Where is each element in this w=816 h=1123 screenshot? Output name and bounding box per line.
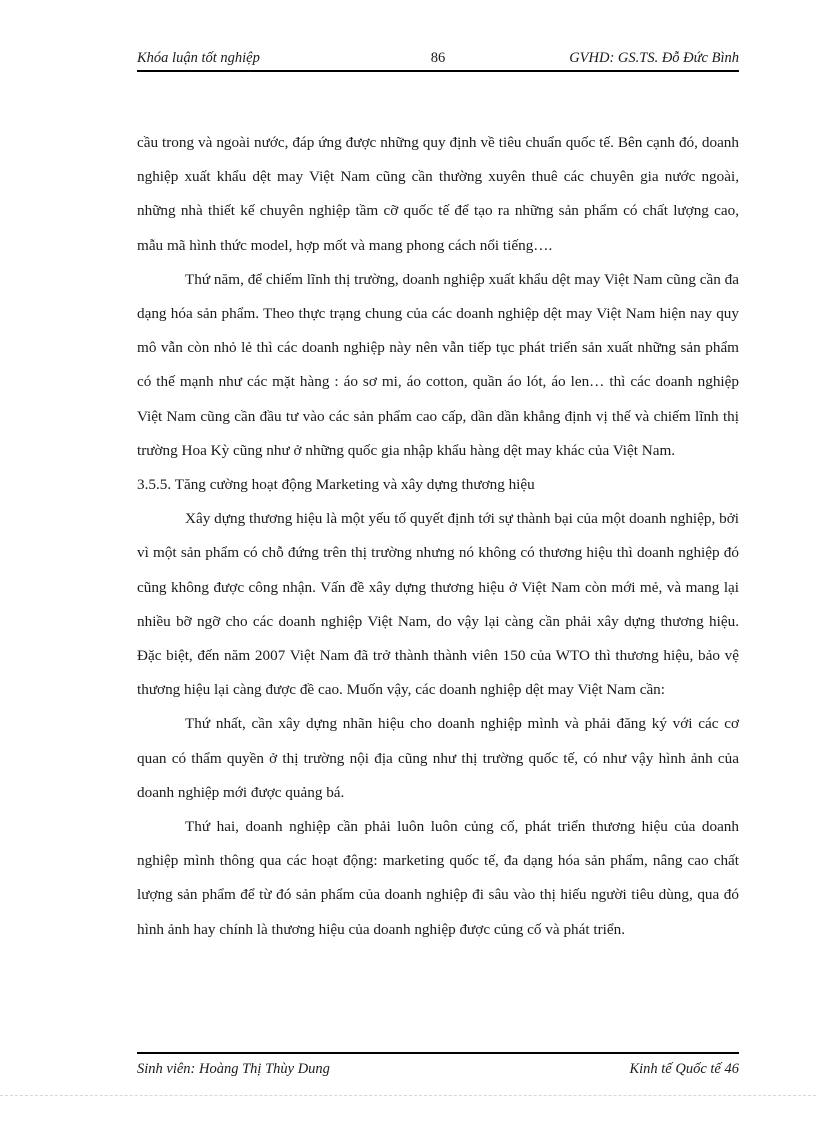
- paragraph-thu-hai: Thứ hai, doanh nghiệp cần phải luôn luôn củng cố, phát triển thương hiệu của doanh nghiệp mình thông qua các hoạt động: marketing quốc tế, đa dạng hóa sản phẩm, nâng cao chất lượng sản phẩm để từ đó sản phẩm của doanh nghiệp đi sâu vào thị hiếu người tiêu dùng, qua đó hình ảnh hay chính là thương hiệu của doanh nghiệp được củng cố và phát triển.: [137, 818, 739, 938]
- header-advisor: GVHD: GS.TS. Đỗ Đức Bình: [569, 50, 739, 66]
- page-header: [137, 46, 739, 72]
- paragraph-brand-building: Xây dựng thương hiệu là một yếu tố quyết định tới sự thành bại của một doanh nghiệp, bởi vì một sản phẩm có chỗ đứng trên thị trường nhưng nó không có thương hiệu thì doanh nghiệp đó cũng không được công nhận. Vấn đề xây dựng thương hiệu ở Việt Nam còn mới mẻ, và mang lại nhiều bỡ ngỡ cho các doanh nghiệp Việt Nam, do vậy lại càng cần phải xây dựng thương hiệu. Đặc biệt, đến năm 2007 Việt Nam đã trở thành thành viên 150 của WTO thì thương hiệu, bảo vệ thương hiệu lại càng được đề cao. Muốn vậy, các doanh nghiệp dệt may Việt Nam cần:: [137, 510, 739, 699]
- footer-student: Sinh viên: Hoàng Thị Thùy Dung: [137, 1061, 330, 1077]
- header-thesis-label: Khóa luận tốt nghiệp: [137, 50, 260, 66]
- page-number: 86: [430, 50, 446, 66]
- document-body: [137, 126, 739, 947]
- paragraph-thu-nam: Thứ năm, để chiếm lĩnh thị trường, doanh nghiệp xuất khẩu dệt may Việt Nam cũng cần đa dạng hóa sản phẩm. Theo thực trạng chung của các doanh nghiệp dệt may Việt Nam hiện nay quy mô vẫn còn nhỏ lẻ thì các doanh nghiệp này nên vẫn tiếp tục phát triển sản xuất những sản phẩm có thế mạnh như các mặt hàng : áo sơ mi, áo cotton, quần áo lót, áo len… thì các doanh nghiệp Việt Nam cũng cần đầu tư vào các sản phẩm cao cấp, dần dần khẳng định vị thế và chiếm lĩnh thị trường Hoa Kỳ cũng như ở những quốc gia nhập khẩu hàng dệt may khác của Việt Nam.: [137, 270, 739, 459]
- page-footer: [137, 1052, 739, 1080]
- paragraph-thu-nhat: Thứ nhất, cần xây dựng nhãn hiệu cho doanh nghiệp mình và phải đăng ký với các cơ quan có thẩm quyền ở thị trường nội địa cũng như thị trường quốc tế, có như vậy hình ảnh của doanh nghiệp mới được quảng bá.: [137, 715, 739, 801]
- section-heading: 3.5.5. Tăng cường hoạt động Marketing và xây dựng thương hiệu: [137, 476, 535, 494]
- footer-class: Kinh tế Quốc tế 46: [629, 1061, 739, 1077]
- page-edge-divider: [0, 1095, 816, 1096]
- paragraph-continuation: cầu trong và ngoài nước, đáp ứng được những quy định về tiêu chuẩn quốc tế. Bên cạnh đó, doanh nghiệp xuất khẩu dệt may Việt Nam cũng cần thường xuyên thuê các chuyên gia nước ngoài, những nhà thiết kế chuyên nghiệp tầm cỡ quốc tế để tạo ra những sản phẩm có chất lượng cao, mẫu mã hình thức model, hợp mốt và mang phong cách nổi tiếng….: [137, 134, 739, 254]
